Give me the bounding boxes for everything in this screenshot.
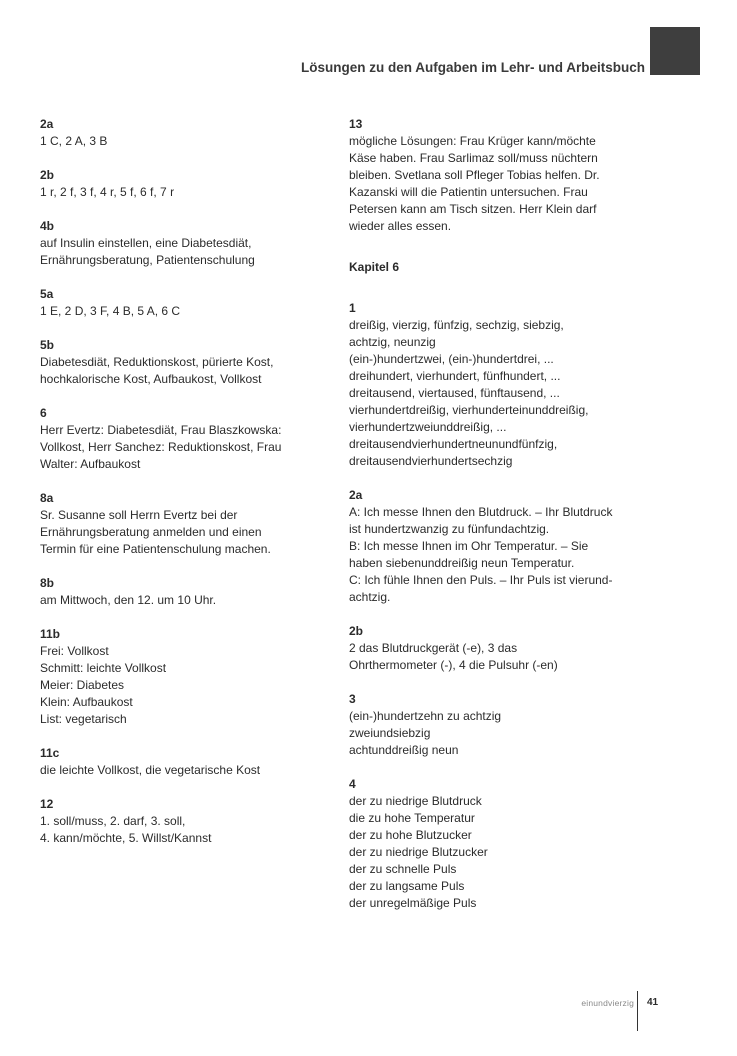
answer-line: Termin für eine Patientenschulung machen. xyxy=(40,542,271,556)
answer-line: achtunddreißig neun xyxy=(349,743,459,757)
answer-line: der zu schnelle Puls xyxy=(349,862,457,876)
header-decorative-block xyxy=(650,27,700,75)
answer-line: die leichte Vollkost, die vegetarische Kost xyxy=(40,763,261,777)
answer-line: dreitausendvierhundertsechzig xyxy=(349,454,513,468)
chapter-6-section-2a xyxy=(349,487,649,606)
answer-section-8a xyxy=(40,490,330,558)
section-heading: 5a xyxy=(40,287,54,301)
answer-line: der zu niedrige Blutzucker xyxy=(349,845,488,859)
section-heading: 8b xyxy=(40,576,55,590)
answer-section-2a xyxy=(40,116,330,150)
answer-line: Herr Evertz: Diabetesdiät, Frau Blaszkowska: xyxy=(40,423,282,437)
section-heading: 4b xyxy=(40,219,55,233)
answer-line: auf Insulin einstellen, eine Diabetesdiät, xyxy=(40,236,252,250)
answer-line: (ein-)hundertzwei, (ein-)hundertdrei, ... xyxy=(349,352,554,366)
footer-divider xyxy=(637,991,638,1031)
section-heading: 2b xyxy=(40,168,55,182)
answer-line: ist hundertzwanzig zu fünfundachtzig. xyxy=(349,522,550,536)
chapter-6-section-4 xyxy=(349,776,649,912)
section-heading: 8a xyxy=(40,491,54,505)
answer-section-13 xyxy=(349,116,649,235)
answer-line: wieder alles essen. xyxy=(349,219,452,233)
answer-line: zweiundsiebzig xyxy=(349,726,431,740)
chapter-6-sections xyxy=(349,300,649,912)
answer-line: haben siebenunddreißig neun Temperatur. xyxy=(349,556,575,570)
section-heading: 2a xyxy=(40,117,54,131)
right-column xyxy=(349,116,649,929)
chapter-heading: Kapitel 6 xyxy=(349,260,400,274)
answer-line: Sr. Susanne soll Herrn Evertz bei der xyxy=(40,508,238,522)
answer-line: die zu hohe Temperatur xyxy=(349,811,475,825)
answer-line: mögliche Lösungen: Frau Krüger kann/möchte xyxy=(349,134,596,148)
answer-line: 1 C, 2 A, 3 B xyxy=(40,134,108,148)
answer-line: List: vegetarisch xyxy=(40,712,127,726)
answer-line: Ernährungsberatung anmelden und einen xyxy=(40,525,262,539)
answer-line: dreißig, vierzig, fünfzig, sechzig, siebzig, xyxy=(349,318,564,332)
section-heading: 11c xyxy=(40,746,60,760)
answer-section-12 xyxy=(40,796,330,847)
section-heading: 4 xyxy=(349,777,356,791)
answer-line: der unregelmäßige Puls xyxy=(349,896,477,910)
answer-line: 2 das Blutdruckgerät (-e), 3 das xyxy=(349,641,518,655)
answer-line: Klein: Aufbaukost xyxy=(40,695,133,709)
answer-line: Ernährungsberatung, Patientenschulung xyxy=(40,253,255,267)
answer-line: der zu langsame Puls xyxy=(349,879,465,893)
answer-line: dreihundert, vierhundert, fünfhundert, ... xyxy=(349,369,561,383)
answer-line: vierhundertdreißig, vierhunderteinunddreißig, xyxy=(349,403,589,417)
answer-line: vierhundertzweiunddreißig, ... xyxy=(349,420,507,434)
answer-line: der zu hohe Blutzucker xyxy=(349,828,472,842)
answer-line: Diabetesdiät, Reduktionskost, pürierte Kost, xyxy=(40,355,274,369)
answer-line: Meier: Diabetes xyxy=(40,678,125,692)
section-heading: 13 xyxy=(349,117,363,131)
left-column xyxy=(40,116,330,864)
answer-section-8b xyxy=(40,575,330,609)
answer-line: dreitausendvierhundertneunundfünfzig, xyxy=(349,437,558,451)
chapter-6-section-2b xyxy=(349,623,649,674)
answer-section-5a xyxy=(40,286,330,320)
answer-line: achtzig, neunzig xyxy=(349,335,436,349)
answer-line: C: Ich fühle Ihnen den Puls. – Ihr Puls ist vierund- xyxy=(349,573,613,587)
section-heading: 3 xyxy=(349,692,356,706)
answer-section-11b xyxy=(40,626,330,728)
answer-line: Schmitt: leichte Vollkost xyxy=(40,661,167,675)
page-number: 41 xyxy=(647,997,659,1008)
section-heading: 1 xyxy=(349,301,356,315)
answer-section-5b xyxy=(40,337,330,388)
answer-line: Ohrthermometer (-), 4 die Pulsuhr (-en) xyxy=(349,658,558,672)
answer-section-6 xyxy=(40,405,330,473)
answer-line: 1. soll/muss, 2. darf, 3. soll, xyxy=(40,814,186,828)
section-heading: 2b xyxy=(349,624,364,638)
chapter-6-section-1 xyxy=(349,300,649,470)
running-header-title: Lösungen zu den Aufgaben im Lehr- und Arbeitsbuch xyxy=(301,60,645,75)
section-heading: 12 xyxy=(40,797,54,811)
answer-line: der zu niedrige Blutdruck xyxy=(349,794,482,808)
answer-line: Käse haben. Frau Sarlimaz soll/muss nüchtern xyxy=(349,151,598,165)
answer-line: B: Ich messe Ihnen im Ohr Temperatur. – Sie xyxy=(349,539,589,553)
answer-line: 1 r, 2 f, 3 f, 4 r, 5 f, 6 f, 7 r xyxy=(40,185,175,199)
answer-section-2b xyxy=(40,167,330,201)
section-heading: 11b xyxy=(40,627,61,641)
chapter-6-section-3 xyxy=(349,691,649,759)
section-heading: 6 xyxy=(40,406,47,420)
answer-line: hochkalorische Kost, Aufbaukost, Vollkost xyxy=(40,372,262,386)
answer-line: A: Ich messe Ihnen den Blutdruck. – Ihr Blutdruck xyxy=(349,505,613,519)
answer-section-11c xyxy=(40,745,330,779)
answer-line: Kazanski will die Patientin untersuchen. Frau xyxy=(349,185,588,199)
answer-line: 4. kann/möchte, 5. Willst/Kannst xyxy=(40,831,212,845)
answer-line: Frei: Vollkost xyxy=(40,644,109,658)
answer-line: am Mittwoch, den 12. um 10 Uhr. xyxy=(40,593,217,607)
answer-line: dreitausend, viertaused, fünftausend, ... xyxy=(349,386,560,400)
answer-line: Petersen kann am Tisch sitzen. Herr Klein darf xyxy=(349,202,597,216)
answer-section-4b xyxy=(40,218,330,269)
answer-line: Walter: Aufbaukost xyxy=(40,457,141,471)
answer-line: bleiben. Svetlana soll Pfleger Tobias helfen. Dr. xyxy=(349,168,600,182)
answer-line: achtzig. xyxy=(349,590,391,604)
page-number-word: einundvierzig xyxy=(581,998,634,1008)
answer-line: Vollkost, Herr Sanchez: Reduktionskost, Frau xyxy=(40,440,282,454)
section-heading: 5b xyxy=(40,338,55,352)
answer-line: 1 E, 2 D, 3 F, 4 B, 5 A, 6 C xyxy=(40,304,181,318)
answer-line: (ein-)hundertzehn zu achtzig xyxy=(349,709,502,723)
section-heading: 2a xyxy=(349,488,363,502)
